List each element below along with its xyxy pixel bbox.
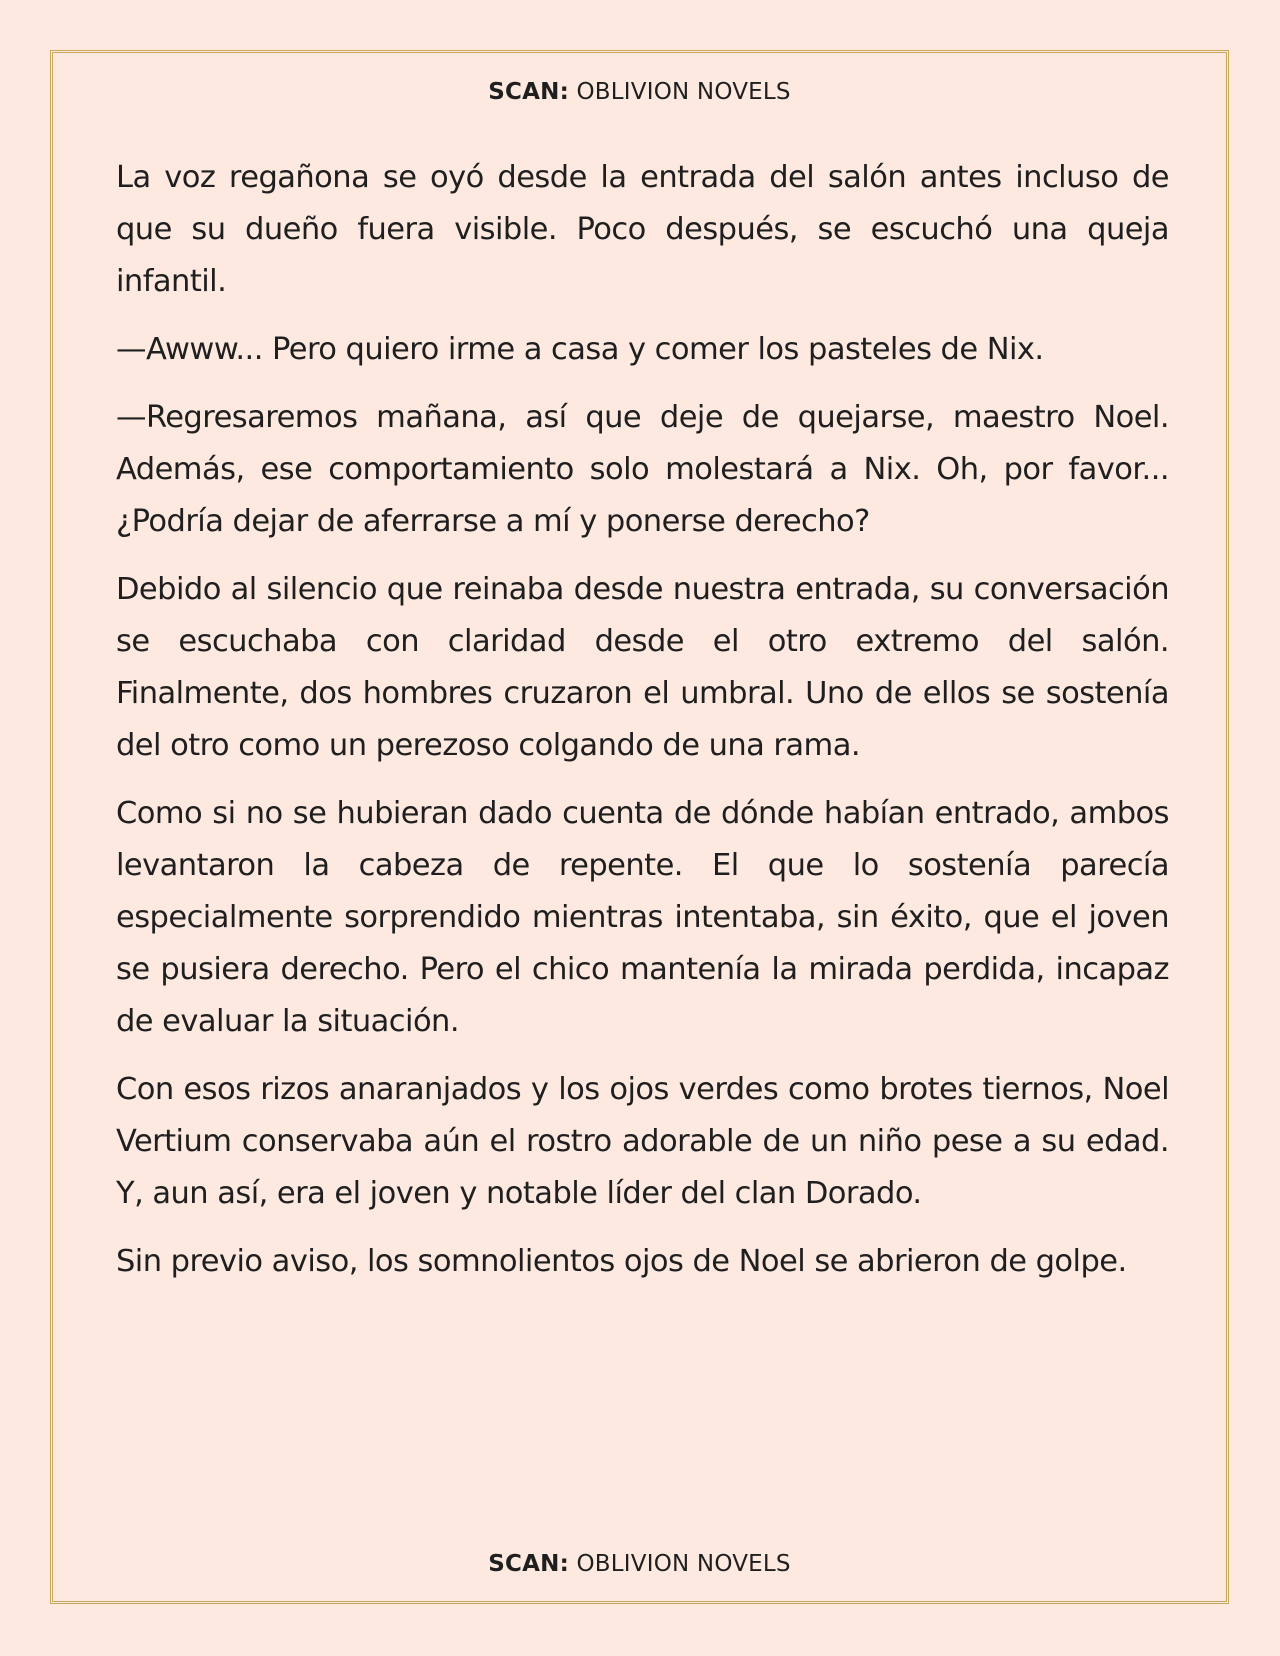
paragraph-3: —Regresaremos mañana, así que deje de quejarse, maestro Noel. Además, ese comportamiento solo molestará a Nix. Oh, por favor... ¿Podría dejar de aferrarse a mí y ponerse derecho?	[116, 400, 1169, 539]
header-label-bold: SCAN:	[488, 79, 569, 105]
paragraph-2: —Awww... Pero quiero irme a casa y comer los pasteles de Nix.	[116, 332, 1044, 367]
page-header	[53, 79, 1226, 105]
paragraph-7: Sin previo aviso, los somnolientos ojos de Noel se abrieron de golpe.	[116, 1244, 1127, 1279]
document-body	[116, 152, 1169, 1304]
paragraph-4: Debido al silencio que reinaba desde nuestra entrada, su conversación se escuchaba con claridad desde el otro extremo del salón. Finalmente, dos hombres cruzaron el umbral. Uno de ellos se sostenía del otro como un perezoso colgando de una rama.	[116, 572, 1169, 763]
header-label-text: OBLIVION NOVELS	[568, 79, 791, 105]
page-frame	[50, 50, 1229, 1604]
paragraph-1: La voz regañona se oyó desde la entrada del salón antes incluso de que su dueño fuera visible. Poco después, se escuchó una queja infantil.	[116, 160, 1169, 299]
footer-label-text: OBLIVION NOVELS	[568, 1551, 791, 1577]
footer-label-bold: SCAN:	[488, 1551, 569, 1577]
page-footer	[53, 1551, 1226, 1577]
paragraph-6: Con esos rizos anaranjados y los ojos verdes como brotes tiernos, Noel Vertium conservaba aún el rostro adorable de un niño pese a su edad. Y, aun así, era el joven y notable líder del clan Dorado.	[116, 1072, 1169, 1211]
paragraph-5: Como si no se hubieran dado cuenta de dónde habían entrado, ambos levantaron la cabeza de repente. El que lo sostenía parecía especialmente sorprendido mientras intentaba, sin éxito, que el joven se pusiera derecho. Pero el chico mantenía la mirada perdida, incapaz de evaluar la situación.	[116, 796, 1169, 1039]
